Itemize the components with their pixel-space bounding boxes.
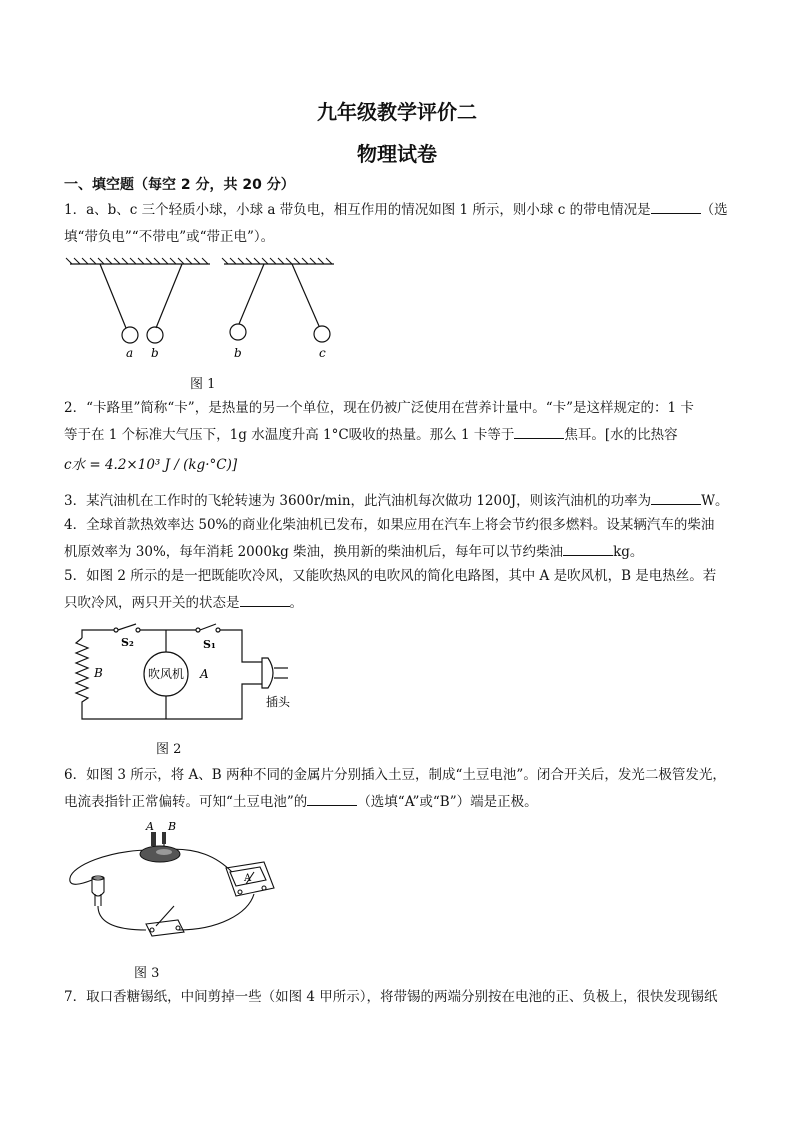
figure-2-circuit — [66, 622, 306, 728]
q6-line-1: 6．如图 3 所示，将 A、B 两种不同的金属片分别插入土豆，制成“土豆电池”。闭合开关后，发光二极管发光， — [64, 767, 726, 783]
figure-3-caption: 图 3 — [134, 966, 160, 981]
q2-blank — [514, 424, 564, 439]
q4-line-2a: 机原效率为 30%，每年消耗 2000kg 柴油，换用新的柴油机后，每年可以节约柴油 — [64, 544, 564, 560]
fig1-label-b2: b — [234, 346, 242, 360]
q2-formula: c水 = 4.2×10³ J / (kg·°C)] — [64, 457, 238, 473]
q2-line-2a: 等于在 1 个标准大气压下，1g 水温度升高 1°C吸收的热量。那么 1 卡等于 — [64, 427, 515, 443]
figure-1-caption: 图 1 — [190, 377, 216, 392]
question-3 — [64, 488, 734, 515]
q7-line-1: 7．取口香糖锡纸，中间剪掉一些（如图 4 甲所示），将带锡的两端分别按在电池的正、负极上，很快发现锡纸 — [64, 989, 718, 1005]
fig1-label-b1: b — [151, 346, 159, 360]
figure-3-potato-battery — [68, 818, 280, 956]
q3-text-a: 3．某汽油机在工作时的飞轮转速为 3600r/min，此汽油机每次做功 1200J，则该汽油机的功率为 — [64, 493, 652, 509]
fig2-s1: S₁ — [203, 638, 216, 651]
q5-line-2a: 只吹冷风，两只开关的状态是 — [64, 595, 240, 611]
q4-blank — [563, 541, 613, 556]
q6-blank — [307, 791, 357, 806]
q1-text-b: （选填“带负电”“不带电”或“带正电”）。 — [64, 202, 728, 245]
exam-title: 九年级教学评价二 — [317, 100, 477, 124]
question-6 — [64, 762, 734, 816]
q1-blank — [651, 199, 701, 214]
q4-line-1: 4．全球首款热效率达 50%的商业化柴油机已发布，如果应用在汽车上将会节约很多燃料。设某辆汽车的柴油 — [64, 517, 715, 533]
question-7 — [64, 984, 734, 1011]
q1-text-a: 1．a、b、c 三个轻质小球，小球 a 带负电，相互作用的情况如图 1 所示，则小球 c 的带电情况是 — [64, 202, 651, 218]
section-heading: 一、填空题（每空 2 分，共 20 分） — [64, 177, 295, 193]
exam-subtitle: 物理试卷 — [357, 142, 437, 166]
q3-text-b: W。 — [701, 493, 729, 509]
question-1 — [64, 197, 734, 251]
fig2-a: A — [200, 667, 209, 681]
q6-line-2a: 电流表指针正常偏转。可知“土豆电池”的 — [64, 794, 308, 810]
q5-line-1: 5．如图 2 所示的是一把既能吹冷风，又能吹热风的电吹风的简化电路图，其中 A 是吹风机，B 是电热丝。若 — [64, 568, 717, 584]
q2-line-1: 2．“卡路里”简称“卡”，是热量的另一个单位，现在仍被广泛使用在营养计量中。“卡”是这样规定的：1 卡 — [64, 400, 694, 416]
fig3-label-a: A — [146, 820, 154, 833]
fig2-plug-label: 插头 — [266, 695, 291, 709]
question-4 — [64, 512, 734, 566]
fig1-label-a: a — [126, 346, 134, 360]
q2-line-2b: 焦耳。[水的比热容 — [564, 427, 678, 443]
q6-line-2b: （选填“A”或“B”）端是正极。 — [357, 794, 538, 810]
figure-2-caption: 图 2 — [156, 742, 182, 757]
q5-blank — [240, 592, 290, 607]
q4-line-2b: kg。 — [613, 544, 644, 560]
fig2-fan-label: 吹风机 — [147, 667, 185, 681]
fig3-label-b: B — [168, 820, 177, 833]
fig1-label-c: c — [319, 346, 326, 360]
fig2-b: B — [94, 666, 103, 680]
figure-1 — [64, 256, 344, 364]
q3-blank — [651, 490, 701, 505]
q5-line-2b: 。 — [289, 595, 303, 611]
fig3-meter-label: A — [244, 873, 252, 884]
question-2 — [64, 395, 734, 479]
question-5 — [64, 563, 734, 617]
fig2-s2: S₂ — [121, 636, 134, 649]
